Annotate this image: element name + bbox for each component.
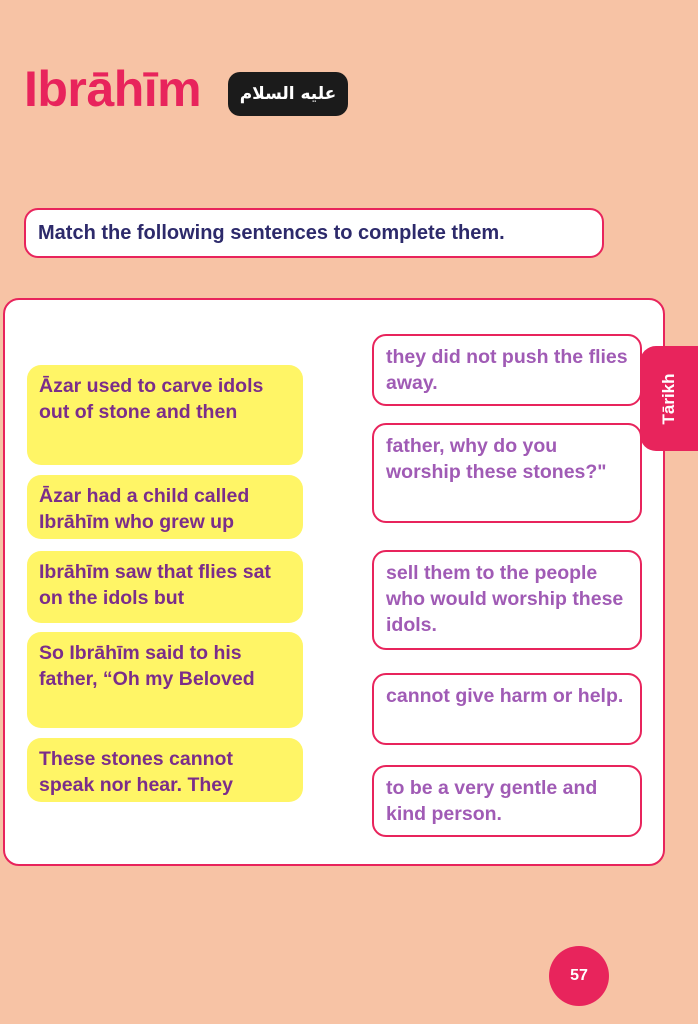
sentence-start-text: Āzar had a child called Ibrāhīm who grew up: [39, 485, 250, 533]
sentence-end-1[interactable]: [372, 334, 642, 406]
sentence-end-text: to be a very gentle and kind person.: [386, 777, 598, 825]
sentence-end-text: father, why do you worship these stones?": [386, 435, 607, 483]
sentence-start-5[interactable]: [27, 738, 303, 802]
sentence-start-text: These stones cannot speak nor hear. They: [39, 748, 234, 796]
page-number: 57: [570, 967, 588, 984]
page-title: Ibrāhīm: [24, 61, 202, 117]
instruction-text: Match the following sentences to complete them.: [38, 221, 505, 244]
sentence-start-3[interactable]: [27, 551, 303, 623]
sentence-end-text: sell them to the people who would worship these idols.: [386, 562, 624, 636]
sentence-start-text: Ibrāhīm saw that flies sat on the idols but: [39, 561, 271, 609]
sentence-start-1[interactable]: [27, 365, 303, 465]
sentence-end-text: cannot give harm or help.: [386, 685, 624, 707]
arabic-honorific-badge: عليه السلام: [228, 72, 348, 116]
sentence-start-text: So Ibrāhīm said to his father, “Oh my Beloved: [39, 642, 255, 690]
sentence-end-3[interactable]: [372, 550, 642, 650]
instruction-box: [24, 208, 604, 258]
sentence-start-text: Āzar used to carve idols out of stone and then: [39, 375, 264, 423]
show-through-text: [60, 150, 68, 184]
section-tab: [640, 346, 698, 451]
sentence-end-2[interactable]: [372, 423, 642, 523]
sentence-start-2[interactable]: [27, 475, 303, 539]
sentence-end-4[interactable]: [372, 673, 642, 745]
sentence-start-4[interactable]: [27, 632, 303, 728]
page-number-badge: [549, 946, 609, 1006]
sentence-end-text: they did not push the flies away.: [386, 346, 628, 394]
sentence-end-5[interactable]: [372, 765, 642, 837]
section-tab-label: Tārikh: [659, 372, 678, 425]
